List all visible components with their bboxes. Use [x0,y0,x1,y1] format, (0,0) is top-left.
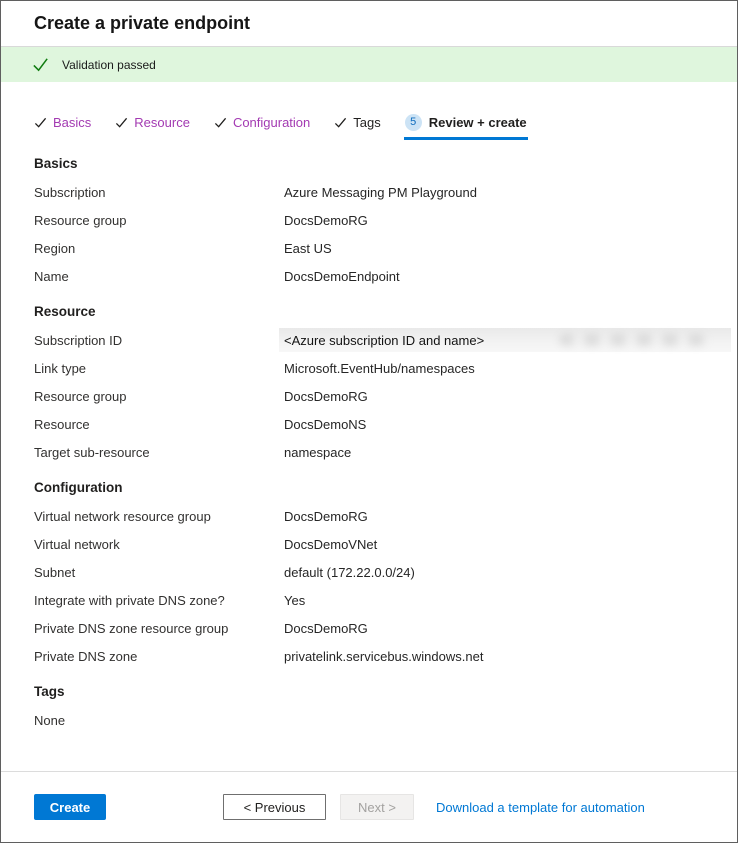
success-check-icon [31,55,50,74]
row-value: privatelink.servicebus.windows.net [284,648,484,664]
step-number-badge: 5 [405,114,422,131]
row-label: Name [34,268,69,284]
row-label: Virtual network [34,536,120,552]
summary-row [34,354,704,382]
section-tags [34,678,704,734]
tab-review-create-label: Review + create [428,114,527,130]
row-value: DocsDemoVNet [284,536,378,552]
next-button[interactable]: Next > [340,794,414,820]
row-value: Microsoft.EventHub/namespaces [284,360,475,376]
row-value: DocsDemoNS [284,416,367,432]
redacted-blur [559,334,709,346]
section-heading: Tags [34,684,65,699]
row-value: DocsDemoRG [284,508,368,524]
row-value: Yes [284,592,306,608]
section-resource [34,298,704,466]
previous-button[interactable]: < Previous [223,794,326,820]
summary-row [34,382,704,410]
tab-configuration-label: Configuration [232,114,311,130]
tab-resource[interactable] [115,115,190,130]
summary-row [34,234,704,262]
row-label: Target sub-resource [34,444,150,460]
row-value: Azure Messaging PM Playground [284,184,477,200]
tab-basics[interactable] [34,115,91,130]
checkmark-icon [334,116,347,129]
summary-row [34,706,704,734]
summary-row [34,502,704,530]
download-template-link[interactable]: Download a template for automation [436,799,645,815]
row-value: <Azure subscription ID and name> [284,332,485,348]
summary-row [34,438,704,466]
tab-tags-label: Tags [353,114,381,130]
row-label: Resource group [34,388,127,404]
summary-row-subscription-id [34,326,704,354]
summary-row [34,206,704,234]
row-value: default (172.22.0.0/24) [284,564,415,580]
checkmark-icon [214,116,227,129]
wizard-tabs [1,111,737,133]
row-label: Link type [34,360,87,376]
summary-row [34,614,704,642]
tab-basics-label: Basics [53,114,92,130]
tab-tags[interactable] [334,115,380,130]
row-value: DocsDemoRG [284,620,368,636]
tab-configuration[interactable] [214,115,310,130]
row-label: Integrate with private DNS zone? [34,592,225,608]
page-title: Create a private endpoint [34,13,251,33]
summary-row [34,530,704,558]
summary-row [34,558,704,586]
row-label: Private DNS zone [34,648,138,664]
validation-banner-text: Validation passed [62,57,156,72]
row-value: East US [284,240,332,256]
footer-action-bar [1,771,737,842]
section-basics [34,150,704,290]
section-heading: Resource [34,304,96,319]
row-label: Resource [34,416,90,432]
summary-row [34,586,704,614]
checkmark-icon [34,116,47,129]
section-configuration [34,474,704,670]
section-heading: Configuration [34,480,123,495]
row-value: DocsDemoRG [284,388,368,404]
panel-header [1,1,737,47]
row-label: Subscription [34,184,106,200]
checkmark-icon [115,116,128,129]
row-value: namespace [284,444,352,460]
tab-resource-label: Resource [134,114,190,130]
row-label: Region [34,240,76,256]
row-label: Virtual network resource group [34,508,211,524]
row-label: Subscription ID [34,332,123,348]
tab-review-create[interactable] [405,114,527,131]
summary-row [34,178,704,206]
create-button[interactable]: Create [34,794,106,820]
row-label: None [34,712,66,728]
row-value: DocsDemoEndpoint [284,268,400,284]
row-value: DocsDemoRG [284,212,368,228]
row-label: Private DNS zone resource group [34,620,229,636]
row-label: Subnet [34,564,76,580]
review-summary [1,150,737,734]
summary-row [34,642,704,670]
summary-row [34,410,704,438]
summary-row [34,262,704,290]
row-label: Resource group [34,212,127,228]
section-heading: Basics [34,156,78,171]
validation-banner [1,47,737,82]
